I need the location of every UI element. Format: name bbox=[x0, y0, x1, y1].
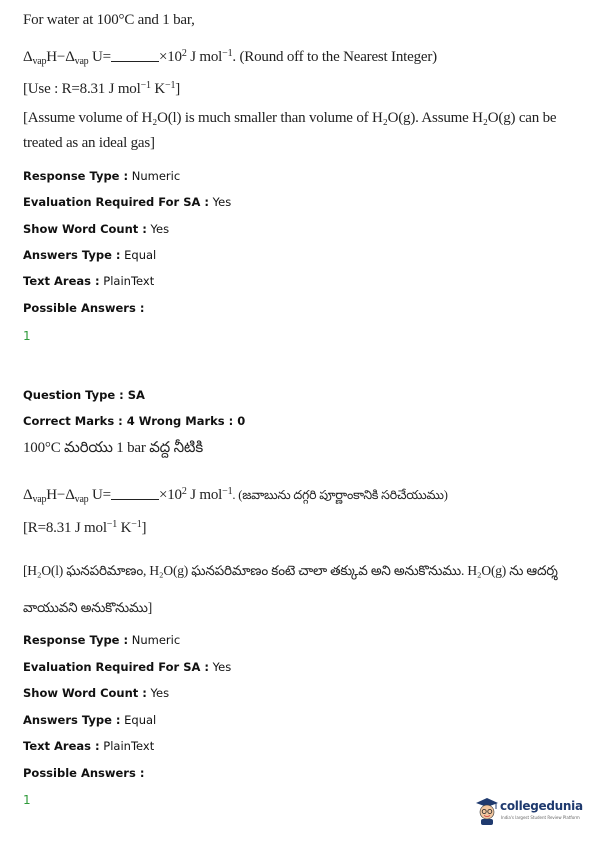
q2-show-word-count: Show Word Count : Yes bbox=[23, 686, 170, 700]
q1-possible-answers-label: Possible Answers : bbox=[23, 301, 145, 315]
q2-possible-answers-label: Possible Answers : bbox=[23, 766, 145, 780]
q2-evaluation-required: Evaluation Required For SA : Yes bbox=[23, 660, 232, 674]
q1-evaluation-required: Evaluation Required For SA : Yes bbox=[23, 195, 232, 209]
graduate-mascot-icon bbox=[474, 796, 500, 826]
q1-equation: $\Delta_{vap}H-\Delta_{vap}$ $U= \times 10^2$ J mol$^{-1}$. (Round off to the Nearest Integer) bbox=[23, 48, 437, 67]
q1-response-type: Response Type : Numeric bbox=[23, 169, 181, 183]
q2-assumption-line-1: [H₂O(l) ఘనపరిమాణం, H₂O(g) ఘనపరిమాణం కంటె చాలా తక్కువ అని అనుకొనుము. H₂O(g) ను ఆదర్శ bbox=[23, 563, 558, 578]
q1-intro: For water at 100°C and 1 bar, bbox=[23, 12, 195, 28]
answer-blank bbox=[111, 49, 159, 62]
q2-intro: 100°C మరియు 1 bar వద్ద నీటికి bbox=[23, 440, 203, 456]
q1-text-areas: Text Areas : PlainText bbox=[23, 274, 155, 288]
q1-show-word-count: Show Word Count : Yes bbox=[23, 222, 170, 236]
q2-question-type: Question Type : SA bbox=[23, 388, 145, 402]
q2-use-constant: [R=8.31 J mol$^{-1}$ $K^{-1}$] bbox=[23, 519, 147, 536]
q2-marks: Correct Marks : 4 Wrong Marks : 0 bbox=[23, 414, 246, 428]
q1-possible-answer: 1 bbox=[23, 329, 31, 343]
q2-possible-answer: 1 bbox=[23, 793, 31, 807]
q1-use-constant: [Use : R=8.31 J mol$^{-1}$ $K^{-1}$] bbox=[23, 80, 181, 97]
q1-answers-type: Answers Type : Equal bbox=[23, 248, 157, 262]
q2-text-areas: Text Areas : PlainText bbox=[23, 739, 155, 753]
answer-blank bbox=[111, 487, 159, 500]
logo-name: collegedunia bbox=[500, 799, 583, 813]
collegedunia-logo bbox=[474, 796, 584, 826]
q2-answers-type: Answers Type : Equal bbox=[23, 713, 157, 727]
q2-response-type: Response Type : Numeric bbox=[23, 633, 181, 647]
logo-tagline: India's largest Student Review Platform bbox=[501, 815, 580, 820]
q2-assumption-line-2: వాయువని అనుకొనుము] bbox=[23, 600, 153, 615]
q2-equation: $\Delta_{vap}H-\Delta_{vap}$ $U= \times 10^2$ J mol$^{-1}$. (జవాబును దగ్గరి పూర్ణాంకానికి సరిచేయుము) bbox=[23, 486, 448, 505]
q1-assumption-line-1: [Assume volume of H₂O(l) is much smaller than volume of H₂O(g). Assume H₂O(g) can be bbox=[23, 110, 557, 126]
q1-assumption-line-2: treated as an ideal gas] bbox=[23, 135, 155, 151]
